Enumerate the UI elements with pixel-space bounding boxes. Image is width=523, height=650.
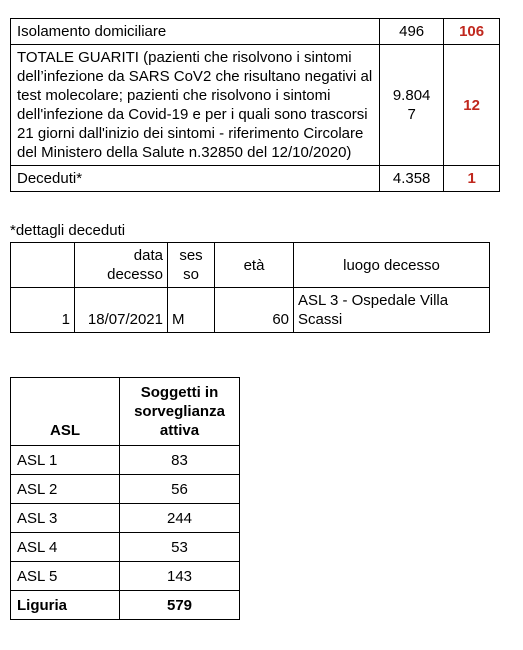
death-date: 18/07/2021	[75, 288, 168, 333]
asl-name: ASL 3	[11, 504, 120, 533]
death-age: 60	[215, 288, 294, 333]
header-age: età	[215, 243, 294, 288]
table-row	[11, 562, 240, 591]
death-place: ASL 3 - Ospedale Villa Scassi	[294, 288, 490, 333]
summary-delta: 1	[444, 166, 500, 192]
summary-label: Deceduti*	[11, 166, 380, 192]
header-date: data decesso	[75, 243, 168, 288]
total-name: Liguria	[11, 591, 120, 620]
table-row	[11, 446, 240, 475]
asl-name: ASL 1	[11, 446, 120, 475]
table-row	[11, 504, 240, 533]
header-sex-cell	[168, 243, 215, 288]
summary-value-cell	[380, 45, 444, 166]
table-row	[11, 475, 240, 504]
asl-value: 244	[120, 504, 240, 533]
table-row	[11, 288, 490, 333]
asl-name: ASL 5	[11, 562, 120, 591]
asl-name: ASL 2	[11, 475, 120, 504]
asl-value: 83	[120, 446, 240, 475]
deaths-note: *dettagli deceduti	[10, 222, 126, 239]
summary-table	[10, 18, 500, 192]
asl-value: 53	[120, 533, 240, 562]
summary-value: 9.8047	[392, 87, 431, 123]
header-sex: sesso	[179, 247, 203, 283]
death-sex: M	[168, 288, 215, 333]
header-subjects: Soggetti in sorveglianza attiva	[120, 378, 240, 446]
header-place: luogo decesso	[294, 243, 490, 288]
table-row	[11, 533, 240, 562]
asl-surveillance-table	[10, 377, 240, 620]
summary-value: 4.358	[380, 166, 444, 192]
header-num	[11, 243, 75, 288]
death-num: 1	[11, 288, 75, 333]
summary-value: 496	[380, 19, 444, 45]
summary-row-guariti	[11, 45, 500, 166]
deaths-table	[10, 242, 490, 333]
summary-label: TOTALE GUARITI (pazienti che risolvono i sintomi dell’infezione da SARS CoV2 che risultano negativi al test molecolare; pazienti che risolvono i sintomi dell'infezione da Covid-19 e per i quali sono trascorsi 21 giorni dall'inizio dei sintomi - riferimento Circolare del Ministero della Salute n.32850 del 12/10/2020)	[11, 45, 380, 166]
asl-value: 56	[120, 475, 240, 504]
total-value: 579	[120, 591, 240, 620]
total-row	[11, 591, 240, 620]
deaths-header-row	[11, 243, 490, 288]
asl-name: ASL 4	[11, 533, 120, 562]
summary-label: Isolamento domiciliare	[11, 19, 380, 45]
asl-value: 143	[120, 562, 240, 591]
asl-header-row	[11, 378, 240, 446]
summary-delta: 106	[444, 19, 500, 45]
header-asl: ASL	[11, 378, 120, 446]
summary-row-isolamento	[11, 19, 500, 45]
summary-delta: 12	[444, 45, 500, 166]
summary-row-deceduti	[11, 166, 500, 192]
